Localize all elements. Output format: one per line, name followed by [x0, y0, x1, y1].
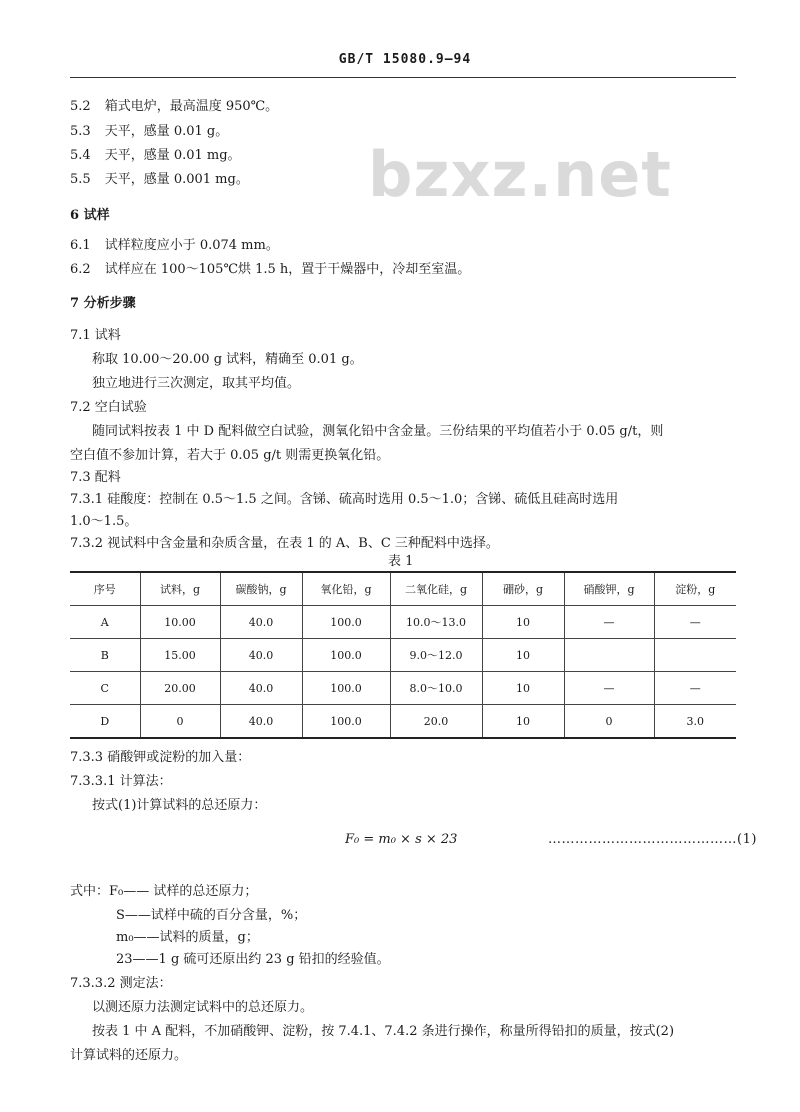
table-cell: — [564, 606, 654, 639]
table-cell: 40.0 [220, 672, 302, 705]
equation-1: F₀ = m₀ × s × 23 [345, 832, 458, 847]
col-header-lead-oxide: 氧化铅，g [302, 572, 390, 606]
clause-7-3-1-line-2: 1.0～1.5。 [70, 514, 138, 529]
table-row [70, 705, 736, 739]
table-cell: — [654, 606, 736, 639]
table-1-caption: 表 1 [388, 554, 414, 569]
table-cell: 40.0 [220, 705, 302, 739]
table-cell: 100.0 [302, 705, 390, 739]
watermark: bzxz.net [368, 138, 672, 211]
table-cell: 10.00 [140, 606, 220, 639]
clause-6-1: 6.1 试样粒度应小于 0.074 mm。 [70, 238, 279, 253]
clause-7-3-3-1-title: 7.3.3.1 计算法： [70, 774, 172, 789]
clause-7-3-3-2-para-3: 计算试料的还原力。 [70, 1048, 188, 1063]
table-header-row [70, 572, 736, 606]
where-item-m0: m₀——试料的质量，g； [116, 930, 259, 945]
where-item-s: S——试样中硫的百分含量，%； [116, 908, 307, 923]
table-cell: 0 [140, 705, 220, 739]
clause-7-3-3-1-para: 按式(1)计算试料的总还原力： [92, 798, 267, 813]
clause-7-3-3-2-para-1: 以测还原力法测定试料中的总还原力。 [92, 1000, 314, 1015]
table-cell: 10 [482, 639, 564, 672]
section-6-heading: 6 试样 [70, 208, 110, 223]
col-header-index: 序号 [70, 572, 140, 606]
clause-7-2-para-2: 空白值不参加计算，若大于 0.05 g/t 则需更换氧化铅。 [70, 448, 390, 463]
table-cell: 9.0～12.0 [390, 639, 482, 672]
col-header-starch: 淀粉，g [654, 572, 736, 606]
col-header-borax: 硼砂，g [482, 572, 564, 606]
clause-7-3-title: 7.3 配料 [70, 470, 121, 485]
table-cell: 100.0 [302, 639, 390, 672]
table-cell: 10.0～13.0 [390, 606, 482, 639]
clause-7-3-1-line-1: 7.3.1 硅酸度：控制在 0.5～1.5 之间。含锑、硫高时选用 0.5～1.0；含锑、硫低且硅高时选用 [70, 492, 619, 507]
equation-1-number: ……………………………………(1) [548, 832, 757, 847]
table-cell: 10 [482, 672, 564, 705]
clause-7-1-title: 7.1 试料 [70, 328, 121, 343]
clause-5-2: 5.2 箱式电炉，最高温度 950℃。 [70, 99, 279, 114]
table-row [70, 606, 736, 639]
table-cell: 100.0 [302, 672, 390, 705]
table-cell: A [70, 606, 140, 639]
table-cell: 10 [482, 705, 564, 739]
clause-6-2: 6.2 试样应在 100～105℃烘 1.5 h，置于干燥器中，冷却至室温。 [70, 262, 471, 277]
clause-7-2-para-1: 随同试料按表 1 中 D 配料做空白试验，测氧化铅中含金量。三份结果的平均值若小于 0.05 g/t，则 [92, 424, 664, 439]
table-cell: 15.00 [140, 639, 220, 672]
clause-5-3: 5.3 天平，感量 0.01 g。 [70, 124, 229, 139]
table-cell: 100.0 [302, 606, 390, 639]
table-cell: 8.0～10.0 [390, 672, 482, 705]
table-cell: 20.00 [140, 672, 220, 705]
where-item-23: 23——1 g 硫可还原出约 23 g 铅扣的经验值。 [116, 952, 390, 967]
col-header-silica: 二氧化硅，g [390, 572, 482, 606]
table-cell: 40.0 [220, 639, 302, 672]
table-cell: 10 [482, 606, 564, 639]
table-cell: B [70, 639, 140, 672]
table-cell: 40.0 [220, 606, 302, 639]
clause-7-3-3-2-title: 7.3.3.2 测定法： [70, 976, 172, 991]
table-row [70, 672, 736, 705]
section-7-heading: 7 分析步骤 [70, 296, 136, 311]
clause-5-5: 5.5 天平，感量 0.001 mg。 [70, 172, 249, 187]
clause-7-1-para-1: 称取 10.00～20.00 g 试料，精确至 0.01 g。 [92, 352, 363, 367]
clause-7-3-3-title: 7.3.3 硝酸钾或淀粉的加入量： [70, 750, 251, 765]
col-header-sodium-carbonate: 碳酸钠，g [220, 572, 302, 606]
clause-7-2-title: 7.2 空白试验 [70, 400, 147, 415]
table-cell: — [654, 672, 736, 705]
where-clause: 式中：F₀—— 试样的总还原力； [70, 884, 258, 899]
table-cell: C [70, 672, 140, 705]
clause-7-3-3-2-para-2: 按表 1 中 A 配料，不加硝酸钾、淀粉，按 7.4.1、7.4.2 条进行操作，称量所得铅扣的质量，按式(2) [92, 1024, 675, 1039]
table-row [70, 639, 736, 672]
table-cell [654, 639, 736, 672]
header-rule [70, 77, 736, 78]
table-1 [70, 571, 736, 739]
table-cell: 0 [564, 705, 654, 739]
standard-code-header: GB/T 15080.9—94 [338, 52, 472, 67]
clause-5-4: 5.4 天平，感量 0.01 mg。 [70, 148, 241, 163]
table-cell: D [70, 705, 140, 739]
table-cell [564, 639, 654, 672]
table-cell: 3.0 [654, 705, 736, 739]
col-header-sample: 试料，g [140, 572, 220, 606]
table-cell: — [564, 672, 654, 705]
clause-7-3-2: 7.3.2 视试料中含金量和杂质含量，在表 1 的 A、B、C 三种配料中选择。 [70, 536, 499, 551]
col-header-potassium-nitrate: 硝酸钾，g [564, 572, 654, 606]
clause-7-1-para-2: 独立地进行三次测定，取其平均值。 [92, 376, 301, 391]
table-cell: 20.0 [390, 705, 482, 739]
